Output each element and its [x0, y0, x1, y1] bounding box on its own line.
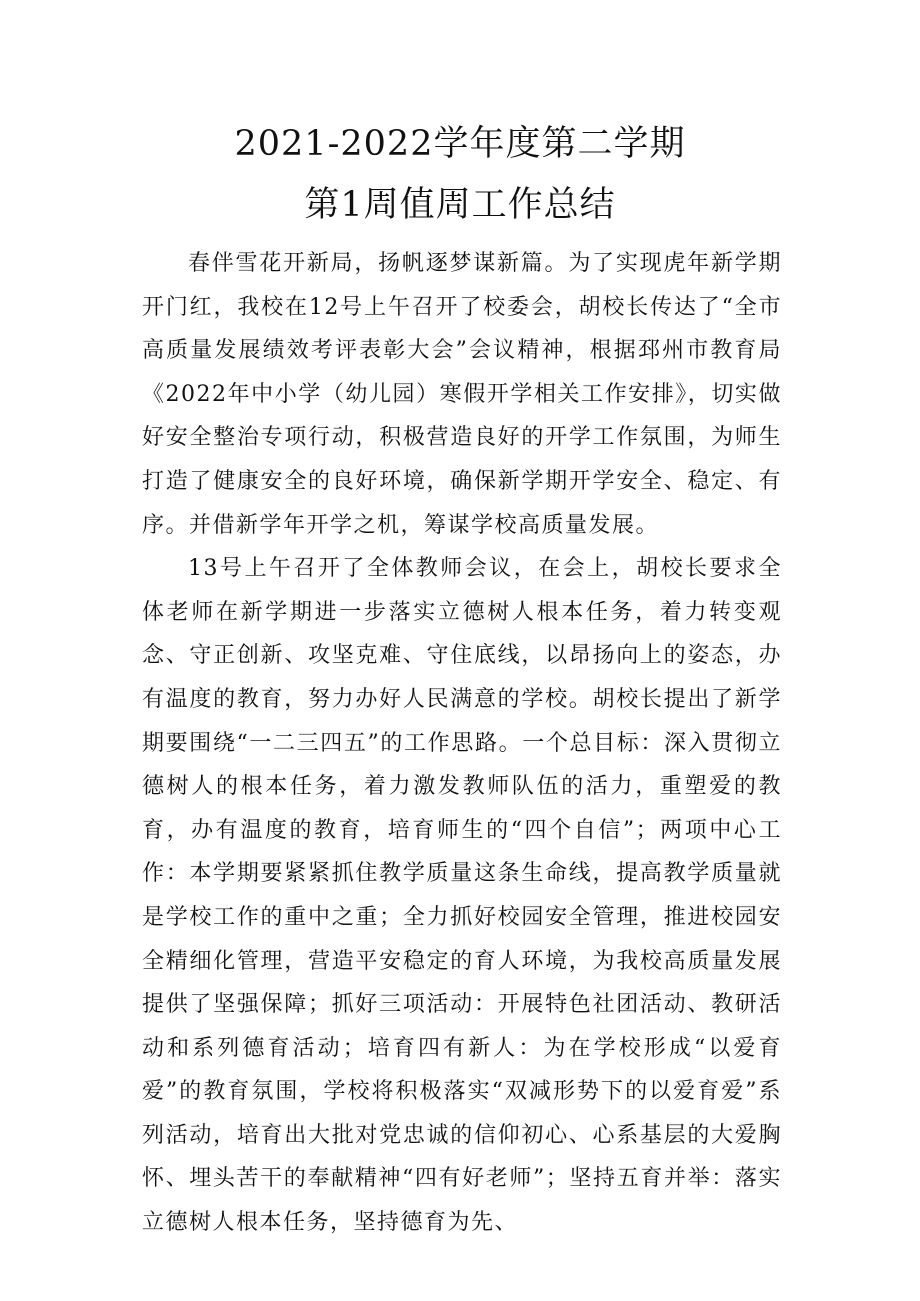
document-body	[142, 242, 782, 1245]
document-title-line-1: 2021-2022学年度第二学期	[234, 124, 686, 164]
paragraph-1: 春伴雪花开新局，扬帆逐梦谋新篇。为了实现虎年新学期开门红，我校在12号上午召开了校委会，胡校长传达了“全市高质量发展绩效考评表彰大会”会议精神，根据邳州市教育局《2022年中小学（幼儿园）寒假开学相关工作安排》，切实做好安全整治专项行动，积极营造良好的开学工作氛围，为师生打造了健康安全的良好环境，确保新学期开学安全、稳定、有序。并借新学年开学之机，筹谋学校高质量发展。	[142, 251, 782, 538]
paragraph-2: 13号上午召开了全体教师会议，在会上，胡校长要求全体老师在新学期进一步落实立德树人根本任务，着力转变观念、守正创新、攻坚克难、守住底线，以昂扬向上的姿态，办有温度的教育，努力办好人民满意的学校。胡校长提出了新学期要围绕“一二三四五”的工作思路。一个总目标：深入贯彻立德树人的根本任务，着力激发教师队伍的活力，重塑爱的教育，办有温度的教育，培育师生的“四个自信”；两项中心工作：本学期要紧紧抓住教学质量这条生命线，提高教学质量就是学校工作的重中之重；全力抓好校园安全管理，推进校园安全精细化管理，营造平安稳定的育人环境，为我校高质量发展提供了坚强保障；抓好三项活动：开展特色社团活动、教研活动和系列德育活动；培育四有新人：为在学校形成“以爱育爱”的教育氛围，学校将积极落实“双减形势下的以爱育爱”系列活动，培育出大批对党忠诚的信仰初心、心系基层的大爱胸怀、埋头苦干的奉献精神“四有好老师”；坚持五育并举：落实立德树人根本任务，坚持德育为先、	[142, 556, 782, 1236]
document-title-line-2: 第1周值周工作总结	[304, 185, 616, 225]
